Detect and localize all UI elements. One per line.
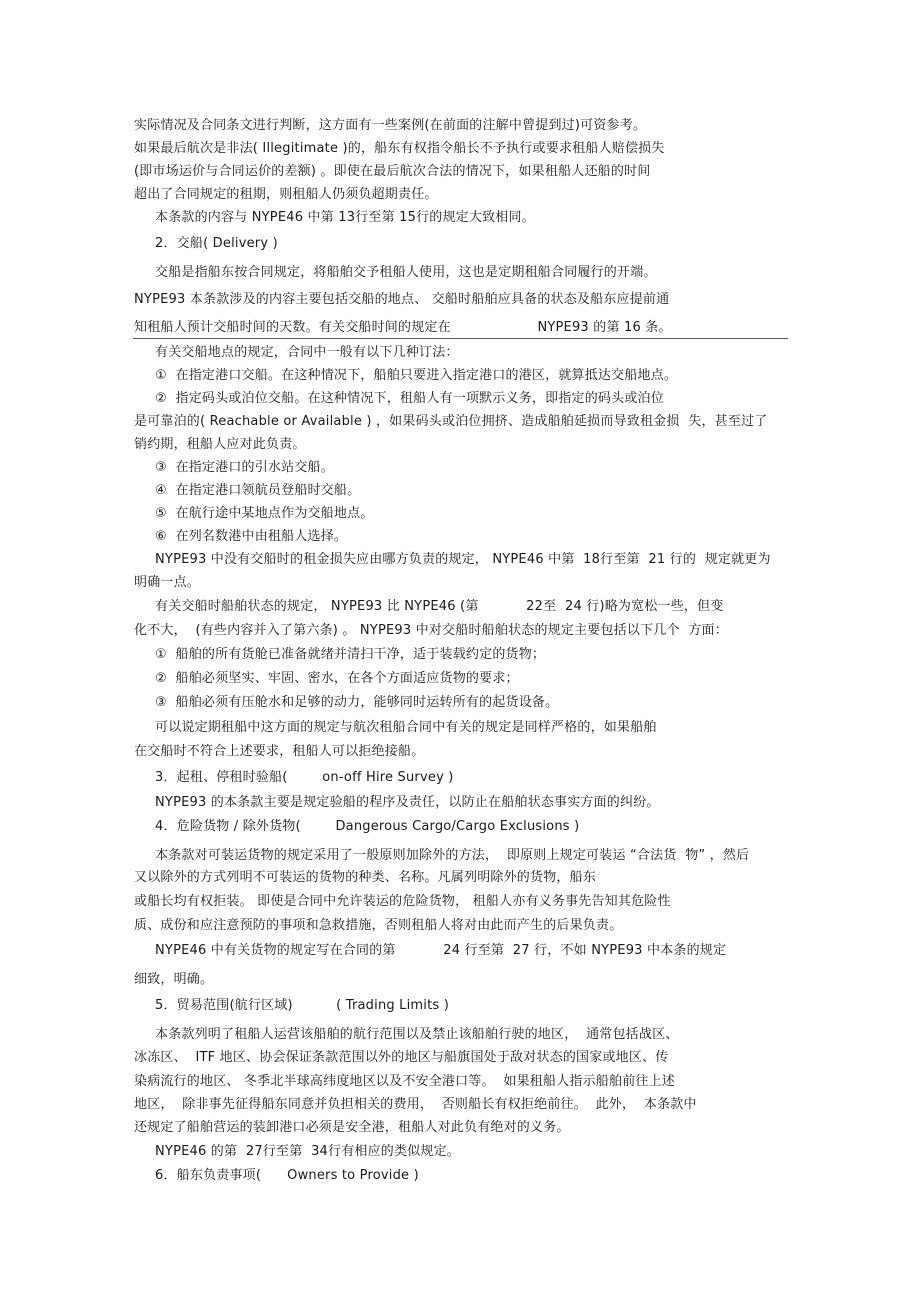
text-line: 销约期，租船人应对此负责。 — [134, 437, 306, 452]
list-item: ① 在指定港口交船。在这种情况下，船舶只要进入指定港口的港区，就算抵达交船地点。 — [155, 368, 678, 383]
section-heading: 2．交船( Delivery ) — [155, 236, 278, 251]
text-line: NYPE93 的本条款主要是规定验船的程序及责任，以防止在船舶状态事实方面的纠纷。 — [155, 795, 660, 810]
section-heading: 6．船东负责事项( Owners to Provide ) — [155, 1168, 419, 1183]
text-line: 还规定了船舶营运的装卸港口必须是安全港，租船人对此负有绝对的义务。 — [134, 1120, 570, 1135]
text-line: 明确一点。 — [134, 575, 201, 590]
list-item: ③ 在指定港口的引水站交船。 — [155, 460, 334, 475]
horizontal-divider — [133, 338, 788, 339]
list-item: ⑤ 在航行途中某地点作为交船地点。 — [155, 506, 374, 521]
text-line: 化不大， (有些内容并入了第六条) 。 NYPE93 中对交船时船舶状态的规定主要包括以下几个 方面： — [134, 623, 728, 638]
text-line: 如果最后航次是非法( Illegitimate )的，船东有权指令船长不予执行或要求租船人赔偿损失 — [134, 141, 665, 156]
text-line: 在交船时不符合上述要求，租船人可以拒绝接船。 — [134, 744, 425, 759]
text-line: 染病流行的地区、 冬季北半球高纬度地区以及不安全港口等。 如果租船人指示船舶前往上述 — [134, 1074, 675, 1089]
section-heading: 5．贸易范围(航行区域) ( Trading Limits ) — [155, 998, 449, 1013]
list-item: ③ 船舶必须有压舱水和足够的动力，能够同时运转所有的起货设备。 — [155, 695, 559, 710]
list-item: ② 船舶必须坚实、牢固、密水，在各个方面适应货物的要求； — [155, 671, 519, 686]
list-item: ② 指定码头或泊位交船。在这种情况下，租船人有一项默示义务，即指定的码头或泊位 — [155, 391, 664, 406]
text-line: 地区， 除非事先征得船东同意并负担相关的费用， 否则船长有权拒绝前往。 此外， 本条款中 — [134, 1097, 697, 1112]
text-line: 又以除外的方式列明不可装运的货物的种类、名称。凡属列明除外的货物，船东 — [134, 870, 597, 885]
text-line: 有关交船时船舶状态的规定， NYPE93 比 NYPE46 (第 22至 24 行)略为宽松一些，但变 — [155, 599, 724, 614]
text-line: 是可靠泊的( Reachable or Available ) ，如果码头或泊位拥挤、造成船舶延损而导致租金损 失，甚至过了 — [134, 414, 768, 429]
text-line: 本条款对可装运货物的规定采用了一般原则加除外的方法， 即原则上规定可装运 “合法货 物” ，然后 — [155, 848, 750, 863]
text-line: 有关交船地点的规定，合同中一般有以下几种订法： — [155, 345, 459, 360]
text-line: NYPE93 中没有交船时的租金损失应由哪方负责的规定， NYPE46 中第 18行至第 21 行的 规定就更为 — [155, 552, 771, 567]
text-line: 交船是指船东按合同规定，将船舶交予租船人使用，这也是定期租船合同履行的开端。 — [155, 265, 657, 280]
text-line: 可以说定期租船中这方面的规定与航次租船合同中有关的规定是同样严格的，如果船舶 — [155, 720, 657, 735]
text-line: 实际情况及合同条文进行判断，这方面有一些案例(在前面的注解中曾提到过)可资参考。 — [134, 118, 647, 133]
text-line: NYPE46 的第 27行至第 34行有相应的类似规定。 — [155, 1144, 461, 1159]
text-line: 质、成份和应注意预防的事项和急救措施，否则租船人将对由此而产生的后果负责。 — [134, 918, 623, 933]
text-line: 冰冻区、 ITF 地区、协会保证条款范围以外的地区与船旗国处于敌对状态的国家或地区、传 — [134, 1050, 669, 1065]
text-line: 细致，明确。 — [134, 972, 214, 987]
text-line: 或船长均有权拒装。 即使是合同中允许装运的危险货物， 租船人亦有义务事先告知其危险性 — [134, 894, 671, 909]
text-line: NYPE46 中有关货物的规定写在合同的第 24 行至第 27 行，不如 NYPE93 中本条的规定 — [155, 943, 727, 958]
text-line: 本条款的内容与 NYPE46 中第 13行至第 15行的规定大致相同。 — [155, 210, 535, 225]
text-line: (即市场运价与合同运价的差额) 。即使在最后航次合法的情况下，如果租船人还船的时间 — [134, 164, 651, 179]
text-line: 知租船人预计交船时间的天数。有关交船时间的规定在 NYPE93 的第 16 条。 — [134, 320, 672, 335]
list-item: ① 船舶的所有货舱已准备就绪并清扫干净，适于装载约定的货物； — [155, 647, 546, 662]
text-line: 本条款列明了租船人运营该船舶的航行范围以及禁止该船舶行驶的地区， 通常包括战区、 — [155, 1027, 679, 1042]
section-heading: 3．起租、停租时验船( on-off Hire Survey ) — [155, 770, 454, 785]
section-heading: 4．危险货物 / 除外货物( Dangerous Cargo/Cargo Exclusions ) — [155, 819, 580, 834]
text-line: 超出了合同规定的租期，则租船人仍须负超期责任。 — [134, 187, 438, 202]
text-line: NYPE93 本条款涉及的内容主要包括交船的地点、 交船时船舶应具备的状态及船东应提前通 — [134, 292, 670, 307]
list-item: ④ 在指定港口领航员登船时交船。 — [155, 483, 361, 498]
list-item: ⑥ 在列名数港中由租船人选择。 — [155, 529, 348, 544]
